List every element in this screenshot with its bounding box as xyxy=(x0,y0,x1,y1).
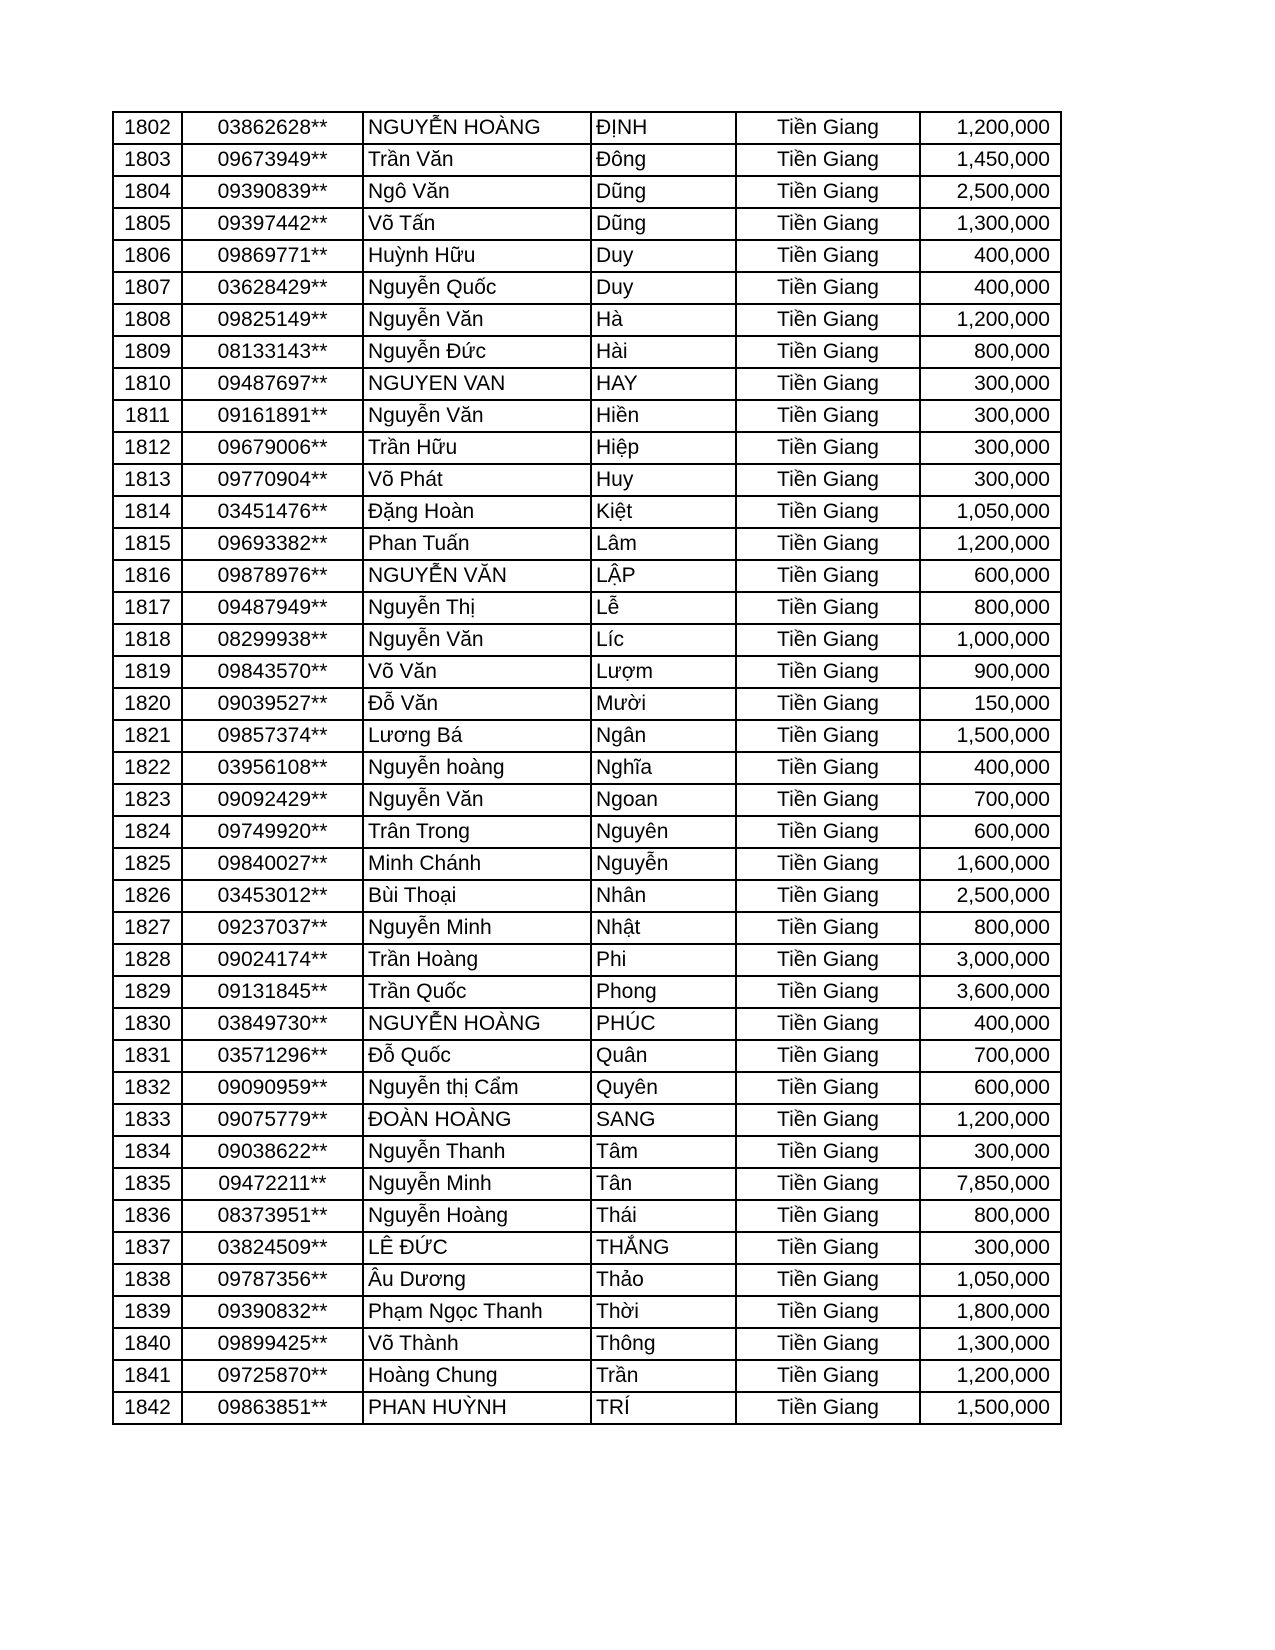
row-number-cell: 1804 xyxy=(113,176,182,208)
table-row xyxy=(113,1104,1061,1136)
amount-cell: 1,450,000 xyxy=(920,144,1061,176)
province-cell: Tiền Giang xyxy=(736,1104,920,1136)
province-cell: Tiền Giang xyxy=(736,720,920,752)
table-row xyxy=(113,1200,1061,1232)
phone-number-cell: 09487697** xyxy=(182,368,363,400)
given-name-cell: Dũng xyxy=(591,208,736,240)
province-cell: Tiền Giang xyxy=(736,432,920,464)
surname-cell: Võ Tấn xyxy=(363,208,591,240)
table-row xyxy=(113,976,1061,1008)
row-number-cell: 1814 xyxy=(113,496,182,528)
row-number-cell: 1806 xyxy=(113,240,182,272)
surname-cell: Trần Hữu xyxy=(363,432,591,464)
surname-cell: Nguyễn Văn xyxy=(363,304,591,336)
surname-cell: Trần Quốc xyxy=(363,976,591,1008)
phone-number-cell: 09131845** xyxy=(182,976,363,1008)
province-cell: Tiền Giang xyxy=(736,1168,920,1200)
table-row xyxy=(113,272,1061,304)
phone-number-cell: 09024174** xyxy=(182,944,363,976)
row-number-cell: 1816 xyxy=(113,560,182,592)
table-body xyxy=(113,112,1061,1424)
row-number-cell: 1823 xyxy=(113,784,182,816)
row-number-cell: 1842 xyxy=(113,1392,182,1424)
given-name-cell: Ngân xyxy=(591,720,736,752)
given-name-cell: Tâm xyxy=(591,1136,736,1168)
surname-cell: Nguyễn Hoàng xyxy=(363,1200,591,1232)
surname-cell: Nguyễn Minh xyxy=(363,912,591,944)
surname-cell: Đỗ Văn xyxy=(363,688,591,720)
province-cell: Tiền Giang xyxy=(736,1328,920,1360)
phone-number-cell: 09857374** xyxy=(182,720,363,752)
table-row xyxy=(113,464,1061,496)
given-name-cell: TRÍ xyxy=(591,1392,736,1424)
province-cell: Tiền Giang xyxy=(736,400,920,432)
province-cell: Tiền Giang xyxy=(736,656,920,688)
surname-cell: Nguyễn Văn xyxy=(363,784,591,816)
phone-number-cell: 09472211** xyxy=(182,1168,363,1200)
table-row xyxy=(113,1136,1061,1168)
table-row xyxy=(113,784,1061,816)
surname-cell: LÊ ĐỨC xyxy=(363,1232,591,1264)
given-name-cell: Nhật xyxy=(591,912,736,944)
table-row xyxy=(113,880,1061,912)
row-number-cell: 1811 xyxy=(113,400,182,432)
phone-number-cell: 09390832** xyxy=(182,1296,363,1328)
province-cell: Tiền Giang xyxy=(736,688,920,720)
phone-number-cell: 09878976** xyxy=(182,560,363,592)
table-row xyxy=(113,1328,1061,1360)
surname-cell: Lương Bá xyxy=(363,720,591,752)
phone-number-cell: 09843570** xyxy=(182,656,363,688)
province-cell: Tiền Giang xyxy=(736,176,920,208)
given-name-cell: Kiệt xyxy=(591,496,736,528)
amount-cell: 2,500,000 xyxy=(920,176,1061,208)
phone-number-cell: 09770904** xyxy=(182,464,363,496)
phone-number-cell: 08133143** xyxy=(182,336,363,368)
given-name-cell: Phong xyxy=(591,976,736,1008)
given-name-cell: Líc xyxy=(591,624,736,656)
phone-number-cell: 08373951** xyxy=(182,1200,363,1232)
amount-cell: 1,200,000 xyxy=(920,1360,1061,1392)
amount-cell: 3,000,000 xyxy=(920,944,1061,976)
surname-cell: Nguyễn Văn xyxy=(363,624,591,656)
table-row xyxy=(113,336,1061,368)
row-number-cell: 1813 xyxy=(113,464,182,496)
row-number-cell: 1837 xyxy=(113,1232,182,1264)
amount-cell: 1,600,000 xyxy=(920,848,1061,880)
province-cell: Tiền Giang xyxy=(736,816,920,848)
table-row xyxy=(113,656,1061,688)
table-row xyxy=(113,912,1061,944)
amount-cell: 600,000 xyxy=(920,816,1061,848)
row-number-cell: 1810 xyxy=(113,368,182,400)
given-name-cell: Huy xyxy=(591,464,736,496)
amount-cell: 3,600,000 xyxy=(920,976,1061,1008)
table-row xyxy=(113,944,1061,976)
table-row xyxy=(113,592,1061,624)
surname-cell: Võ Văn xyxy=(363,656,591,688)
amount-cell: 800,000 xyxy=(920,336,1061,368)
surname-cell: Trần Văn xyxy=(363,144,591,176)
phone-number-cell: 09487949** xyxy=(182,592,363,624)
phone-number-cell: 08299938** xyxy=(182,624,363,656)
province-cell: Tiền Giang xyxy=(736,784,920,816)
given-name-cell: Lâm xyxy=(591,528,736,560)
given-name-cell: Trần xyxy=(591,1360,736,1392)
row-number-cell: 1832 xyxy=(113,1072,182,1104)
row-number-cell: 1825 xyxy=(113,848,182,880)
phone-number-cell: 09825149** xyxy=(182,304,363,336)
row-number-cell: 1827 xyxy=(113,912,182,944)
surname-cell: Hoàng Chung xyxy=(363,1360,591,1392)
phone-number-cell: 09863851** xyxy=(182,1392,363,1424)
phone-number-cell: 09390839** xyxy=(182,176,363,208)
phone-number-cell: 09787356** xyxy=(182,1264,363,1296)
given-name-cell: HAY xyxy=(591,368,736,400)
table-row xyxy=(113,816,1061,848)
row-number-cell: 1826 xyxy=(113,880,182,912)
given-name-cell: SANG xyxy=(591,1104,736,1136)
amount-cell: 1,300,000 xyxy=(920,208,1061,240)
surname-cell: Phan Tuấn xyxy=(363,528,591,560)
phone-number-cell: 09725870** xyxy=(182,1360,363,1392)
amount-cell: 300,000 xyxy=(920,1232,1061,1264)
province-cell: Tiền Giang xyxy=(736,880,920,912)
given-name-cell: Nguyên xyxy=(591,816,736,848)
amount-cell: 1,050,000 xyxy=(920,1264,1061,1296)
row-number-cell: 1812 xyxy=(113,432,182,464)
row-number-cell: 1803 xyxy=(113,144,182,176)
given-name-cell: Nhân xyxy=(591,880,736,912)
phone-number-cell: 03453012** xyxy=(182,880,363,912)
given-name-cell: Hà xyxy=(591,304,736,336)
amount-cell: 1,200,000 xyxy=(920,528,1061,560)
surname-cell: NGUYEN VAN xyxy=(363,368,591,400)
phone-number-cell: 09397442** xyxy=(182,208,363,240)
row-number-cell: 1802 xyxy=(113,112,182,144)
given-name-cell: Đông xyxy=(591,144,736,176)
table-row xyxy=(113,496,1061,528)
phone-number-cell: 09090959** xyxy=(182,1072,363,1104)
phone-number-cell: 09693382** xyxy=(182,528,363,560)
surname-cell: Huỳnh Hữu xyxy=(363,240,591,272)
surname-cell: Nguyễn Quốc xyxy=(363,272,591,304)
row-number-cell: 1838 xyxy=(113,1264,182,1296)
given-name-cell: Hiền xyxy=(591,400,736,432)
amount-cell: 1,200,000 xyxy=(920,304,1061,336)
row-number-cell: 1841 xyxy=(113,1360,182,1392)
given-name-cell: Lượm xyxy=(591,656,736,688)
phone-number-cell: 09749920** xyxy=(182,816,363,848)
row-number-cell: 1815 xyxy=(113,528,182,560)
province-cell: Tiền Giang xyxy=(736,592,920,624)
row-number-cell: 1817 xyxy=(113,592,182,624)
row-number-cell: 1834 xyxy=(113,1136,182,1168)
table-row xyxy=(113,752,1061,784)
given-name-cell: Quyên xyxy=(591,1072,736,1104)
amount-cell: 2,500,000 xyxy=(920,880,1061,912)
surname-cell: NGUYỄN HOÀNG xyxy=(363,112,591,144)
phone-number-cell: 09840027** xyxy=(182,848,363,880)
row-number-cell: 1833 xyxy=(113,1104,182,1136)
amount-cell: 300,000 xyxy=(920,1136,1061,1168)
amount-cell: 800,000 xyxy=(920,592,1061,624)
province-cell: Tiền Giang xyxy=(736,208,920,240)
phone-number-cell: 09869771** xyxy=(182,240,363,272)
province-cell: Tiền Giang xyxy=(736,912,920,944)
table-row xyxy=(113,720,1061,752)
amount-cell: 1,200,000 xyxy=(920,1104,1061,1136)
amount-cell: 1,200,000 xyxy=(920,112,1061,144)
given-name-cell: Mười xyxy=(591,688,736,720)
province-cell: Tiền Giang xyxy=(736,1200,920,1232)
province-cell: Tiền Giang xyxy=(736,304,920,336)
province-cell: Tiền Giang xyxy=(736,752,920,784)
given-name-cell: THẮNG xyxy=(591,1232,736,1264)
given-name-cell: Ngoan xyxy=(591,784,736,816)
amount-cell: 600,000 xyxy=(920,560,1061,592)
amount-cell: 1,500,000 xyxy=(920,720,1061,752)
province-cell: Tiền Giang xyxy=(736,1136,920,1168)
surname-cell: Âu Dương xyxy=(363,1264,591,1296)
table-row xyxy=(113,400,1061,432)
amount-cell: 800,000 xyxy=(920,912,1061,944)
amount-cell: 400,000 xyxy=(920,240,1061,272)
amount-cell: 900,000 xyxy=(920,656,1061,688)
given-name-cell: ĐỊNH xyxy=(591,112,736,144)
table-row xyxy=(113,1360,1061,1392)
phone-number-cell: 03451476** xyxy=(182,496,363,528)
amount-cell: 300,000 xyxy=(920,464,1061,496)
phone-number-cell: 03571296** xyxy=(182,1040,363,1072)
given-name-cell: Tân xyxy=(591,1168,736,1200)
row-number-cell: 1840 xyxy=(113,1328,182,1360)
phone-number-cell: 09237037** xyxy=(182,912,363,944)
surname-cell: NGUYỄN VĂN xyxy=(363,560,591,592)
amount-cell: 1,000,000 xyxy=(920,624,1061,656)
table-row xyxy=(113,688,1061,720)
amount-cell: 800,000 xyxy=(920,1200,1061,1232)
row-number-cell: 1820 xyxy=(113,688,182,720)
amount-cell: 400,000 xyxy=(920,1008,1061,1040)
amount-cell: 1,050,000 xyxy=(920,496,1061,528)
surname-cell: Nguyễn Đức xyxy=(363,336,591,368)
row-number-cell: 1830 xyxy=(113,1008,182,1040)
table-row xyxy=(113,1072,1061,1104)
province-cell: Tiền Giang xyxy=(736,944,920,976)
surname-cell: Trần Hoàng xyxy=(363,944,591,976)
table-row xyxy=(113,528,1061,560)
given-name-cell: Nguyễn xyxy=(591,848,736,880)
surname-cell: Bùi Thoại xyxy=(363,880,591,912)
given-name-cell: Thời xyxy=(591,1296,736,1328)
surname-cell: Nguyễn Văn xyxy=(363,400,591,432)
surname-cell: Võ Thành xyxy=(363,1328,591,1360)
table-row xyxy=(113,560,1061,592)
row-number-cell: 1807 xyxy=(113,272,182,304)
row-number-cell: 1805 xyxy=(113,208,182,240)
given-name-cell: Thái xyxy=(591,1200,736,1232)
surname-cell: Nguyễn hoàng xyxy=(363,752,591,784)
province-cell: Tiền Giang xyxy=(736,528,920,560)
table-row xyxy=(113,112,1061,144)
given-name-cell: Quân xyxy=(591,1040,736,1072)
table-row xyxy=(113,848,1061,880)
surname-cell: Phạm Ngọc Thanh xyxy=(363,1296,591,1328)
given-name-cell: LẬP xyxy=(591,560,736,592)
province-cell: Tiền Giang xyxy=(736,336,920,368)
province-cell: Tiền Giang xyxy=(736,144,920,176)
surname-cell: Đỗ Quốc xyxy=(363,1040,591,1072)
province-cell: Tiền Giang xyxy=(736,1072,920,1104)
row-number-cell: 1819 xyxy=(113,656,182,688)
table-row xyxy=(113,432,1061,464)
row-number-cell: 1836 xyxy=(113,1200,182,1232)
phone-number-cell: 09899425** xyxy=(182,1328,363,1360)
row-number-cell: 1839 xyxy=(113,1296,182,1328)
phone-number-cell: 03956108** xyxy=(182,752,363,784)
given-name-cell: Dũng xyxy=(591,176,736,208)
province-cell: Tiền Giang xyxy=(736,1264,920,1296)
province-cell: Tiền Giang xyxy=(736,464,920,496)
province-cell: Tiền Giang xyxy=(736,272,920,304)
table-row xyxy=(113,144,1061,176)
surname-cell: Võ Phát xyxy=(363,464,591,496)
phone-number-cell: 03849730** xyxy=(182,1008,363,1040)
province-cell: Tiền Giang xyxy=(736,848,920,880)
surname-cell: Nguyễn thị Cẩm xyxy=(363,1072,591,1104)
phone-number-cell: 09679006** xyxy=(182,432,363,464)
surname-cell: NGUYỄN HOÀNG xyxy=(363,1008,591,1040)
amount-cell: 700,000 xyxy=(920,784,1061,816)
province-cell: Tiền Giang xyxy=(736,976,920,1008)
table-row xyxy=(113,208,1061,240)
surname-cell: Nguyễn Thị xyxy=(363,592,591,624)
amount-cell: 300,000 xyxy=(920,432,1061,464)
given-name-cell: Duy xyxy=(591,240,736,272)
surname-cell: Nguyễn Minh xyxy=(363,1168,591,1200)
table-row xyxy=(113,1168,1061,1200)
row-number-cell: 1829 xyxy=(113,976,182,1008)
given-name-cell: Nghĩa xyxy=(591,752,736,784)
province-cell: Tiền Giang xyxy=(736,1008,920,1040)
surname-cell: Nguyễn Thanh xyxy=(363,1136,591,1168)
amount-cell: 150,000 xyxy=(920,688,1061,720)
amount-cell: 1,300,000 xyxy=(920,1328,1061,1360)
province-cell: Tiền Giang xyxy=(736,1232,920,1264)
given-name-cell: Thảo xyxy=(591,1264,736,1296)
province-cell: Tiền Giang xyxy=(736,368,920,400)
given-name-cell: Thông xyxy=(591,1328,736,1360)
surname-cell: PHAN HUỲNH xyxy=(363,1392,591,1424)
row-number-cell: 1808 xyxy=(113,304,182,336)
given-name-cell: Phi xyxy=(591,944,736,976)
amount-cell: 300,000 xyxy=(920,368,1061,400)
table-row xyxy=(113,1040,1061,1072)
row-number-cell: 1828 xyxy=(113,944,182,976)
surname-cell: Trân Trong xyxy=(363,816,591,848)
amount-cell: 300,000 xyxy=(920,400,1061,432)
table-row xyxy=(113,176,1061,208)
phone-number-cell: 03628429** xyxy=(182,272,363,304)
table-row xyxy=(113,304,1061,336)
phone-number-cell: 03862628** xyxy=(182,112,363,144)
surname-cell: Minh Chánh xyxy=(363,848,591,880)
surname-cell: Ngô Văn xyxy=(363,176,591,208)
given-name-cell: Hài xyxy=(591,336,736,368)
table-row xyxy=(113,1296,1061,1328)
province-cell: Tiền Giang xyxy=(736,560,920,592)
row-number-cell: 1831 xyxy=(113,1040,182,1072)
province-cell: Tiền Giang xyxy=(736,624,920,656)
amount-cell: 400,000 xyxy=(920,272,1061,304)
amount-cell: 700,000 xyxy=(920,1040,1061,1072)
phone-number-cell: 09161891** xyxy=(182,400,363,432)
given-name-cell: Hiệp xyxy=(591,432,736,464)
table-row xyxy=(113,1008,1061,1040)
row-number-cell: 1824 xyxy=(113,816,182,848)
given-name-cell: Lễ xyxy=(591,592,736,624)
phone-number-cell: 09039527** xyxy=(182,688,363,720)
province-cell: Tiền Giang xyxy=(736,240,920,272)
table-row xyxy=(113,368,1061,400)
province-cell: Tiền Giang xyxy=(736,1296,920,1328)
table-row xyxy=(113,240,1061,272)
amount-cell: 1,800,000 xyxy=(920,1296,1061,1328)
surname-cell: Đặng Hoàn xyxy=(363,496,591,528)
given-name-cell: PHÚC xyxy=(591,1008,736,1040)
row-number-cell: 1835 xyxy=(113,1168,182,1200)
donation-table xyxy=(112,111,1062,1425)
table-row xyxy=(113,1264,1061,1296)
phone-number-cell: 03824509** xyxy=(182,1232,363,1264)
province-cell: Tiền Giang xyxy=(736,496,920,528)
phone-number-cell: 09038622** xyxy=(182,1136,363,1168)
row-number-cell: 1821 xyxy=(113,720,182,752)
phone-number-cell: 09092429** xyxy=(182,784,363,816)
surname-cell: ĐOÀN HOÀNG xyxy=(363,1104,591,1136)
row-number-cell: 1822 xyxy=(113,752,182,784)
phone-number-cell: 09075779** xyxy=(182,1104,363,1136)
province-cell: Tiền Giang xyxy=(736,1360,920,1392)
province-cell: Tiền Giang xyxy=(736,112,920,144)
phone-number-cell: 09673949** xyxy=(182,144,363,176)
table-row xyxy=(113,1392,1061,1424)
row-number-cell: 1809 xyxy=(113,336,182,368)
row-number-cell: 1818 xyxy=(113,624,182,656)
given-name-cell: Duy xyxy=(591,272,736,304)
province-cell: Tiền Giang xyxy=(736,1392,920,1424)
province-cell: Tiền Giang xyxy=(736,1040,920,1072)
table-row xyxy=(113,1232,1061,1264)
amount-cell: 400,000 xyxy=(920,752,1061,784)
amount-cell: 7,850,000 xyxy=(920,1168,1061,1200)
amount-cell: 1,500,000 xyxy=(920,1392,1061,1424)
table-row xyxy=(113,624,1061,656)
amount-cell: 600,000 xyxy=(920,1072,1061,1104)
